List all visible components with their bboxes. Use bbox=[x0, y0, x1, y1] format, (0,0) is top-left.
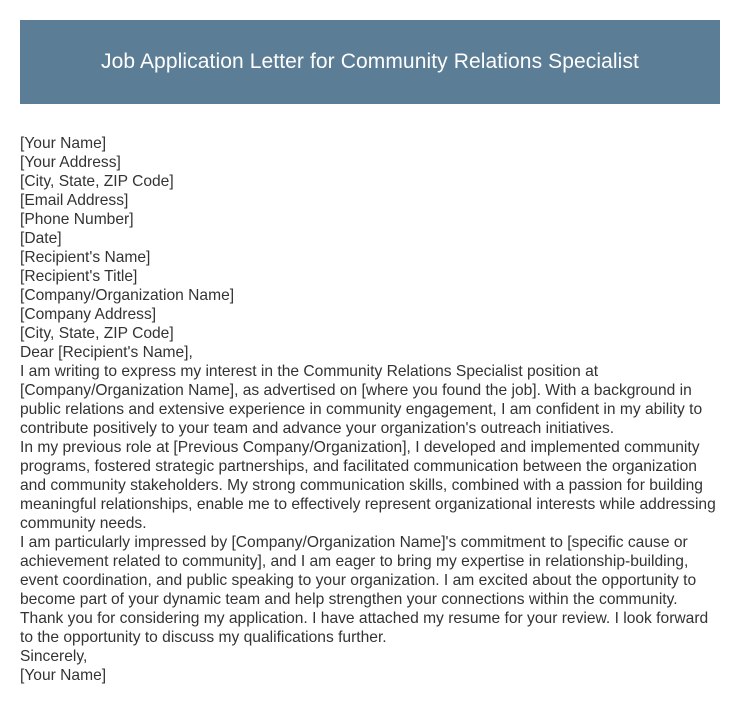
signature: [Your Name] bbox=[20, 667, 107, 684]
recipient-address: [Company Address] bbox=[20, 306, 157, 323]
closing: Sincerely, bbox=[20, 648, 88, 665]
sender-phone: [Phone Number] bbox=[20, 211, 134, 228]
body-paragraph-intro: I am writing to express my interest in the Community Relations Specialist position at [Company/Organization Name], as advertised on [where you found the job]. With a background in public relations and extensive experience in community engagement, I am confident in my ability to contribute positively to your team and advance your organization's outreach initiatives. bbox=[20, 363, 703, 437]
sender-email: [Email Address] bbox=[20, 192, 129, 209]
sender-city-state-zip: [City, State, ZIP Code] bbox=[20, 173, 174, 190]
recipient-name: [Recipient's Name] bbox=[20, 249, 151, 266]
sender-name: [Your Name] bbox=[20, 135, 107, 152]
body-paragraph-motivation: I am particularly impressed by [Company/Organization Name]'s commitment to [specific cause or achievement related to community], and I am eager to bring my expertise in relationship-building, event coordination, and public speaking to your organization. I am excited about the opportunity to become part of your dynamic team and help strengthen your connections within the community. bbox=[20, 534, 697, 608]
body-paragraph-thanks: Thank you for considering my application. I have attached my resume for your review. I look forward to the opportunity to discuss my qualifications further. bbox=[20, 610, 709, 646]
sender-address: [Your Address] bbox=[20, 154, 121, 171]
title-banner bbox=[20, 20, 720, 104]
salutation: Dear [Recipient's Name], bbox=[20, 344, 193, 361]
letter-title: Job Application Letter for Community Relations Specialist bbox=[101, 50, 639, 73]
recipient-organization: [Company/Organization Name] bbox=[20, 287, 235, 304]
letter-body bbox=[20, 134, 722, 685]
body-paragraph-experience: In my previous role at [Previous Company/Organization], I developed and implemented community programs, fostered strategic partnerships, and facilitated communication between the organization and community stakeholders. My strong communication skills, combined with a passion for building meaningful relationships, enable me to effectively represent organizational interests while addressing community needs. bbox=[20, 439, 716, 532]
letter-date: [Date] bbox=[20, 230, 62, 247]
recipient-title: [Recipient's Title] bbox=[20, 268, 138, 285]
recipient-city-state-zip: [City, State, ZIP Code] bbox=[20, 325, 174, 342]
